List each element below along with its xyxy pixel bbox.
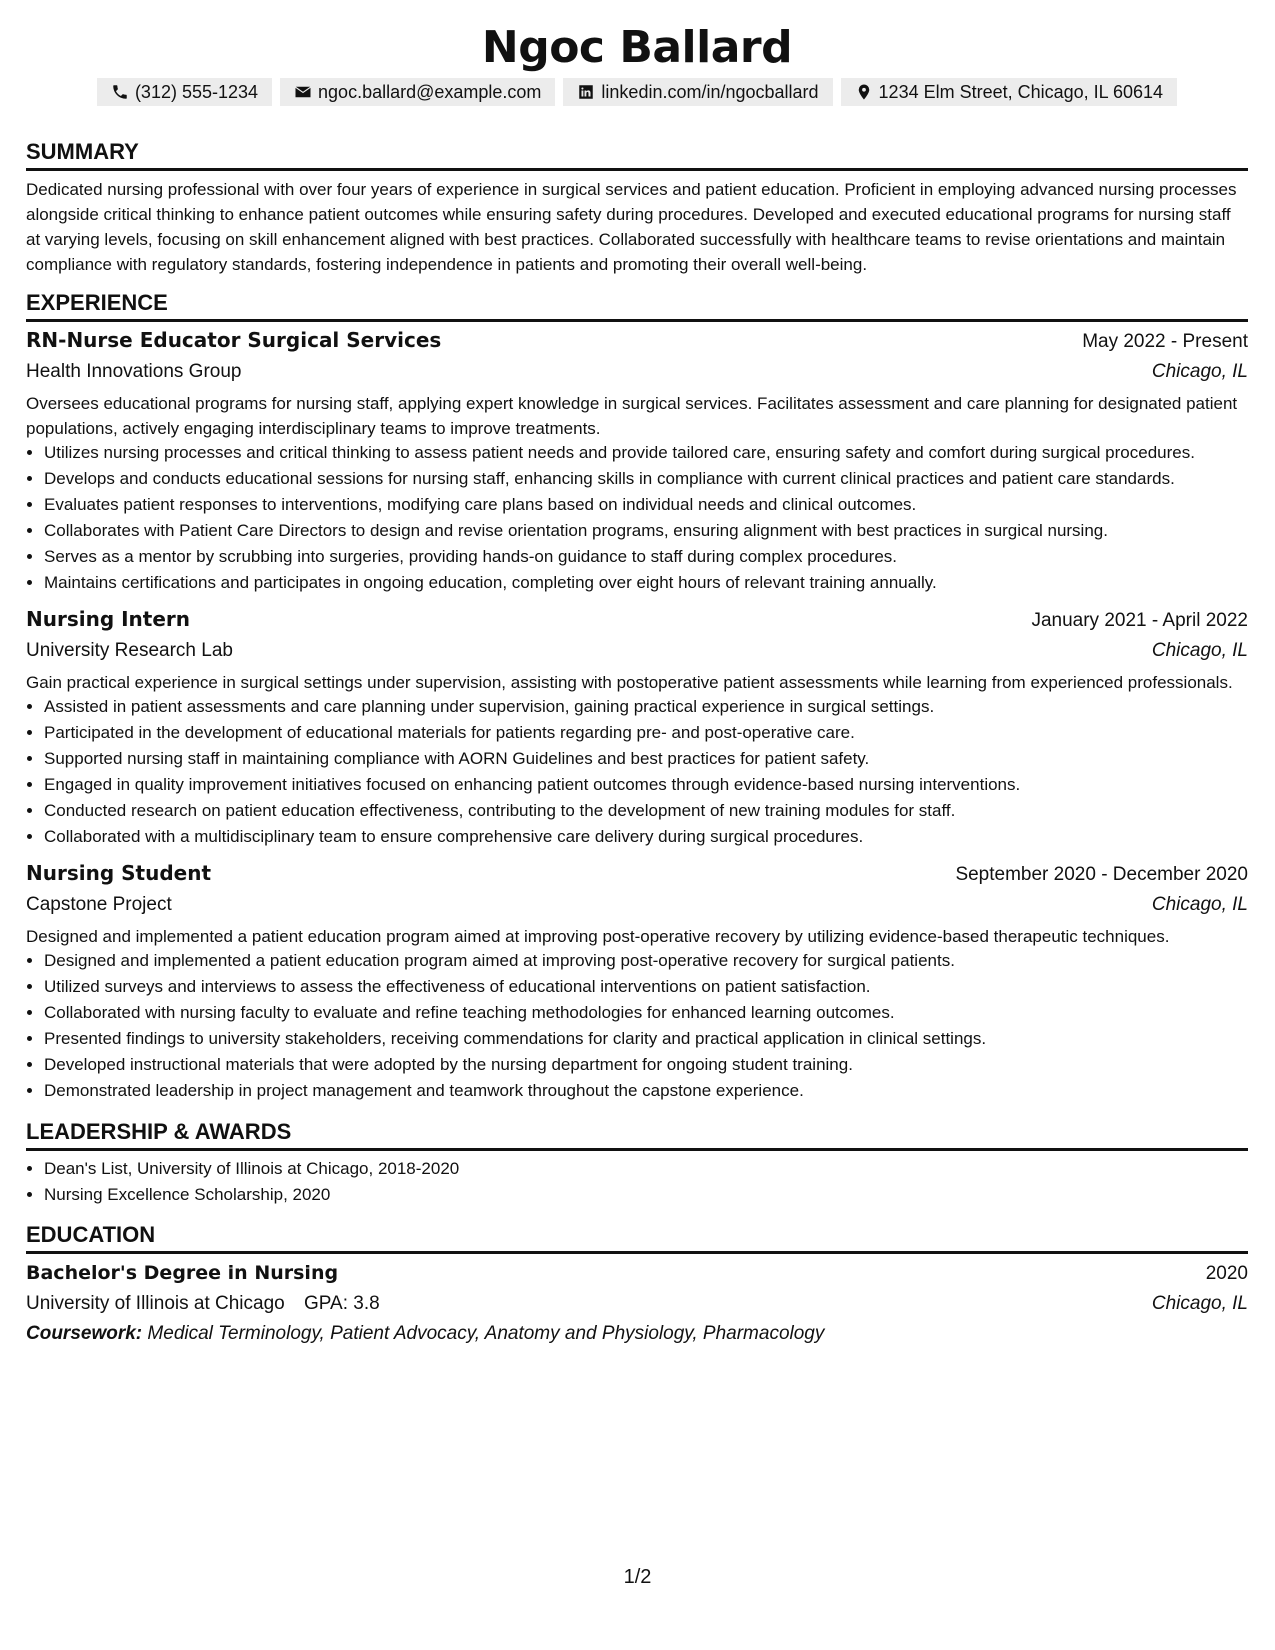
job-bullets — [26, 695, 1248, 850]
job-title: Nursing Intern — [26, 606, 191, 631]
list-item: • Presented findings to university stakeholders, receiving commendations for clarity and practical application in clinical settings. — [44, 1027, 1248, 1052]
leadership-heading: LEADERSHIP & AWARDS — [26, 1119, 1248, 1151]
job-bullets — [26, 949, 1248, 1104]
job-entry — [26, 858, 1248, 1104]
candidate-name: Ngoc Ballard — [481, 22, 793, 73]
gpa: GPA: 3.8 — [304, 1293, 380, 1314]
job-title: Nursing Student — [26, 860, 211, 885]
contact-bar — [26, 78, 1248, 106]
degree-title: Bachelor's Degree in Nursing — [26, 1262, 339, 1284]
list-item: • Serves as a mentor by scrubbing into surgeries, providing hands-on guidance to staff during complex procedures. — [44, 545, 1248, 570]
job-org: Capstone Project — [26, 893, 172, 915]
job-location: Chicago, IL — [1151, 361, 1248, 382]
page-number: 1/2 — [623, 1566, 652, 1588]
leadership-section — [26, 1119, 1248, 1208]
job-date: September 2020 - December 2020 — [955, 863, 1248, 885]
summary-text: Dedicated nursing professional with over four years of experience in surgical services and patient education. Proficient in employing advanced nursing processes alongside critical thinking to enhance patient outcomes while ensuring safety during procedures. Developed and executed educational programs for nursing staff at varying levels, focusing on skill enhancement aligned with best practices. Collaborated successfully with healthcare teams to revise orientations and maintain compliance with regulatory standards, fostering independence in patients and promoting their overall well-being. — [26, 180, 1237, 274]
list-item: • Nursing Excellence Scholarship, 2020 — [44, 1183, 1248, 1208]
list-item: • Collaborated with a multidisciplinary team to ensure comprehensive care delivery during surgical procedures. — [44, 825, 1248, 850]
job-entry — [26, 604, 1248, 850]
phone-icon — [111, 83, 129, 101]
address-text: 1234 Elm Street, Chicago, IL 60614 — [878, 82, 1164, 102]
experience-heading: EXPERIENCE — [26, 290, 1248, 322]
list-item: • Participated in the development of educational materials for patients regarding pre- and post-operative care. — [44, 721, 1248, 746]
summary-heading: SUMMARY — [26, 139, 1248, 171]
coursework-list: Medical Terminology, Patient Advocacy, Anatomy and Physiology, Pharmacology — [147, 1323, 825, 1344]
school-location: Chicago, IL — [1151, 1293, 1248, 1314]
linkedin-icon — [577, 83, 595, 101]
experience-section — [26, 290, 1248, 1104]
list-item: • Develops and conducts educational sessions for nursing staff, enhancing skills in compliance with current clinical practices and patient care standards. — [44, 467, 1248, 492]
coursework — [26, 1319, 1248, 1349]
list-item: • Evaluates patient responses to interventions, modifying care plans based on individual needs and clinical outcomes. — [44, 493, 1248, 518]
list-item: • Dean's List, University of Illinois at Chicago, 2018-2020 — [44, 1157, 1248, 1182]
leadership-list — [26, 1157, 1248, 1208]
list-item: • Designed and implemented a patient education program aimed at improving post-operative recovery for surgical patients. — [44, 949, 1248, 974]
email-text: ngoc.ballard@example.com — [318, 82, 542, 102]
job-org: Health Innovations Group — [26, 361, 242, 382]
map-pin-icon — [855, 83, 873, 101]
job-description: Oversees educational programs for nursing staff, applying expert knowledge in surgical services. Facilitates assessment and care planning for designated patient populations, actively engaging interdisciplinary teams to improve treatments. — [26, 394, 1238, 438]
contact-phone[interactable] — [97, 78, 272, 106]
linkedin-text: linkedin.com/in/ngocballard — [601, 82, 819, 102]
job-org: University Research Lab — [26, 639, 233, 661]
list-item: • Conducted research on patient education effectiveness, contributing to the development of new training modules for staff. — [44, 799, 1248, 824]
envelope-icon — [294, 83, 312, 101]
job-date: January 2021 - April 2022 — [1031, 609, 1248, 631]
job-date: May 2022 - Present — [1082, 331, 1248, 352]
job-location: Chicago, IL — [1151, 639, 1248, 661]
list-item: • Maintains certifications and participates in ongoing education, completing over eight hours of relevant training annually. — [44, 571, 1248, 596]
contact-email[interactable] — [280, 78, 555, 106]
list-item: • Engaged in quality improvement initiatives focused on enhancing patient outcomes through evidence-based nursing interventions. — [44, 773, 1248, 798]
list-item: • Utilizes nursing processes and critical thinking to assess patient needs and provide tailored care, ensuring safety and comfort during surgical procedures. — [44, 441, 1248, 466]
list-item: • Collaborated with nursing faculty to evaluate and refine teaching methodologies for enhanced learning outcomes. — [44, 1001, 1248, 1026]
education-heading: EDUCATION — [26, 1222, 1248, 1254]
list-item: • Demonstrated leadership in project management and teamwork throughout the capstone experience. — [44, 1079, 1248, 1104]
job-title: RN-Nurse Educator Surgical Services — [26, 328, 442, 352]
list-item: • Utilized surveys and interviews to assess the effectiveness of educational interventions on patient satisfaction. — [44, 975, 1248, 1000]
summary-section — [26, 139, 1248, 277]
graduation-year: 2020 — [1205, 1263, 1248, 1284]
job-entry — [26, 325, 1248, 596]
job-location: Chicago, IL — [1151, 893, 1248, 915]
education-section — [26, 1222, 1248, 1349]
job-bullets — [26, 441, 1248, 596]
phone-text: (312) 555-1234 — [134, 82, 259, 102]
job-description: Designed and implemented a patient education program aimed at improving post-operative recovery by utilizing evidence-based therapeutic techniques. — [26, 926, 1170, 946]
contact-address[interactable] — [841, 78, 1178, 106]
resume-page — [26, 0, 1248, 1349]
list-item: • Collaborates with Patient Care Directors to design and revise orientation programs, ensuring alignment with best practices in surgical nursing. — [44, 519, 1248, 544]
contact-linkedin[interactable] — [563, 78, 832, 106]
job-description: Gain practical experience in surgical settings under supervision, assisting with postoperative patient assessments while learning from experienced professionals. — [26, 672, 1233, 692]
school-name: University of Illinois at Chicago — [26, 1293, 285, 1314]
list-item: • Assisted in patient assessments and care planning under supervision, gaining practical experience in surgical settings. — [44, 695, 1248, 720]
list-item: • Developed instructional materials that were adopted by the nursing department for ongoing student training. — [44, 1053, 1248, 1078]
coursework-label: Coursework: — [26, 1323, 143, 1344]
list-item: • Supported nursing staff in maintaining compliance with AORN Guidelines and best practices for patient safety. — [44, 747, 1248, 772]
